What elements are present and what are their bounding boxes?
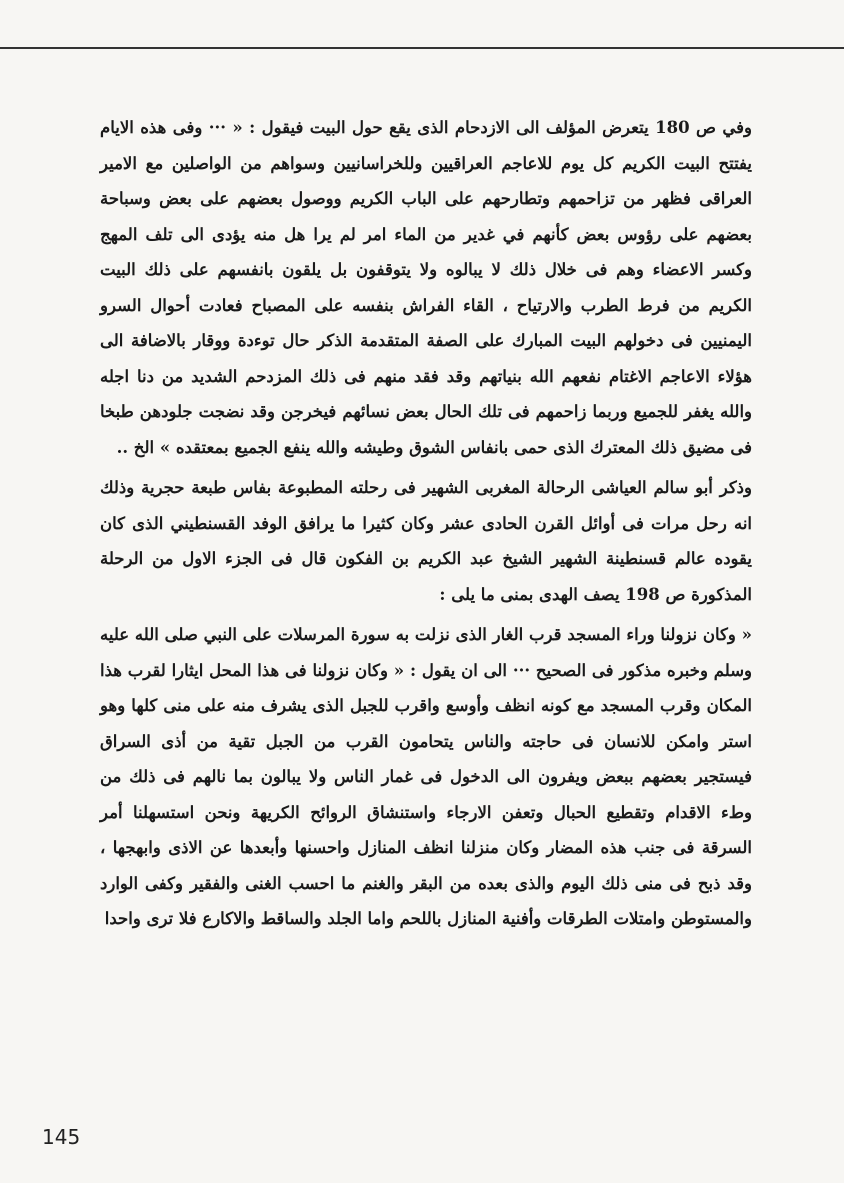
paragraph-1: وفي ص 180 يتعرض المؤلف الى الازدحام الذى يقع حول البيت فيقول : « ··· وفى هذه الايام يفتتح البيت الكريم كل يوم للاعاجم العراقيين وللخراسانيين وسواهم من الواصلين مع الامير العراقى فظهر من تزاحمهم وتطارحهم على الباب الكريم ووصول بعضهم على بعض وسباحة بعضهم على رؤوس بعض كأنهم في غدير من الماء امر لم يرا هل منه يؤدى الى تلف المهج وكسر الاعضاء وهم فى خلال ذلك لا يبالوه ولا يتوقفون بل يلقون بانفسهم على ذلك البيت الكريم من فرط الطرب والارتياح ، القاء الفراش بنفسه على المصباح فعادت أحوال السرو اليمنيين فى دخولهم البيت المبارك على الصفة المتقدمة الذكر حال توءدة ووقار بالاضافة الى هؤلاء الاعاجم الاغتام نفعهم الله بنياتهم وقد فقد منهم فى ذلك المزدحم الشديد من دنا اجله والله يغفر للجميع وربما زاحمهم فى تلك الحال بعض نسائهم فيخرجن وقد نضجت جلودهن طبخا فى مضيق ذلك المعترك الذى حمى بانفاس الشوق وطيشه والله ينفع الجميع بمعتقده » الخ .. — [100, 118, 752, 457]
header-rule — [0, 47, 844, 49]
paragraph-3: « وكان نزولنا وراء المسجد قرب الغار الذى نزلت به سورة المرسلات على النبي صلى الله عليه وسلم وخبره مذكور فى الصحيح ··· الى ان يقول : « وكان نزولنا فى هذا المحل ايثارا لقرب هذا المكان وقرب المسجد مع كونه انظف وأوسع واقرب للجبل الذى يشرف منه على منى كلها وهو استر وامكن للانسان فى حاجته والناس يتحامون القرب من الجبل تقية من أذى السراق فيستجير بعضهم ببعض ويفرون الى الدخول فى غمار الناس ولا يبالون بما نالهم فى ذلك من وطء الاقدام وتقطيع الحبال وتعفن الارجاء واستنشاق الروائح الكريهة ونحن استسهلنا أمر السرقة فى جنب هذه المضار وكان منزلنا انظف المنازل واحسنها وأبعدها عن الاذى وابهجها ، وقد ذبح فى منى ذلك اليوم والذى بعده من البقر والغنم ما احسب الغنى والفقير وكفى الوارد والمستوطن وامتلات الطرقات وأفنية المنازل باللحم واما الجلد والساقط والاكارع فلا ترى واحدا — [100, 625, 752, 928]
paragraph-2: وذكر أبو سالم العياشى الرحالة المغربى الشهير فى رحلته المطبوعة بفاس طبعة حجرية وذلك انه رحل مرات فى أوائل القرن الحادى عشر وكان كثيرا ما يرافق الوفد القسنطيني الذى كان يقوده عالم قسنطينة الشهير الشيخ عبد الكريم بن الفكون قال فى الجزء الاول من الرحلة المذكورة ص 198 يصف الهدى بمنى ما يلى : — [100, 478, 752, 604]
body-text — [100, 110, 752, 937]
page-number: 145 — [42, 1125, 81, 1149]
